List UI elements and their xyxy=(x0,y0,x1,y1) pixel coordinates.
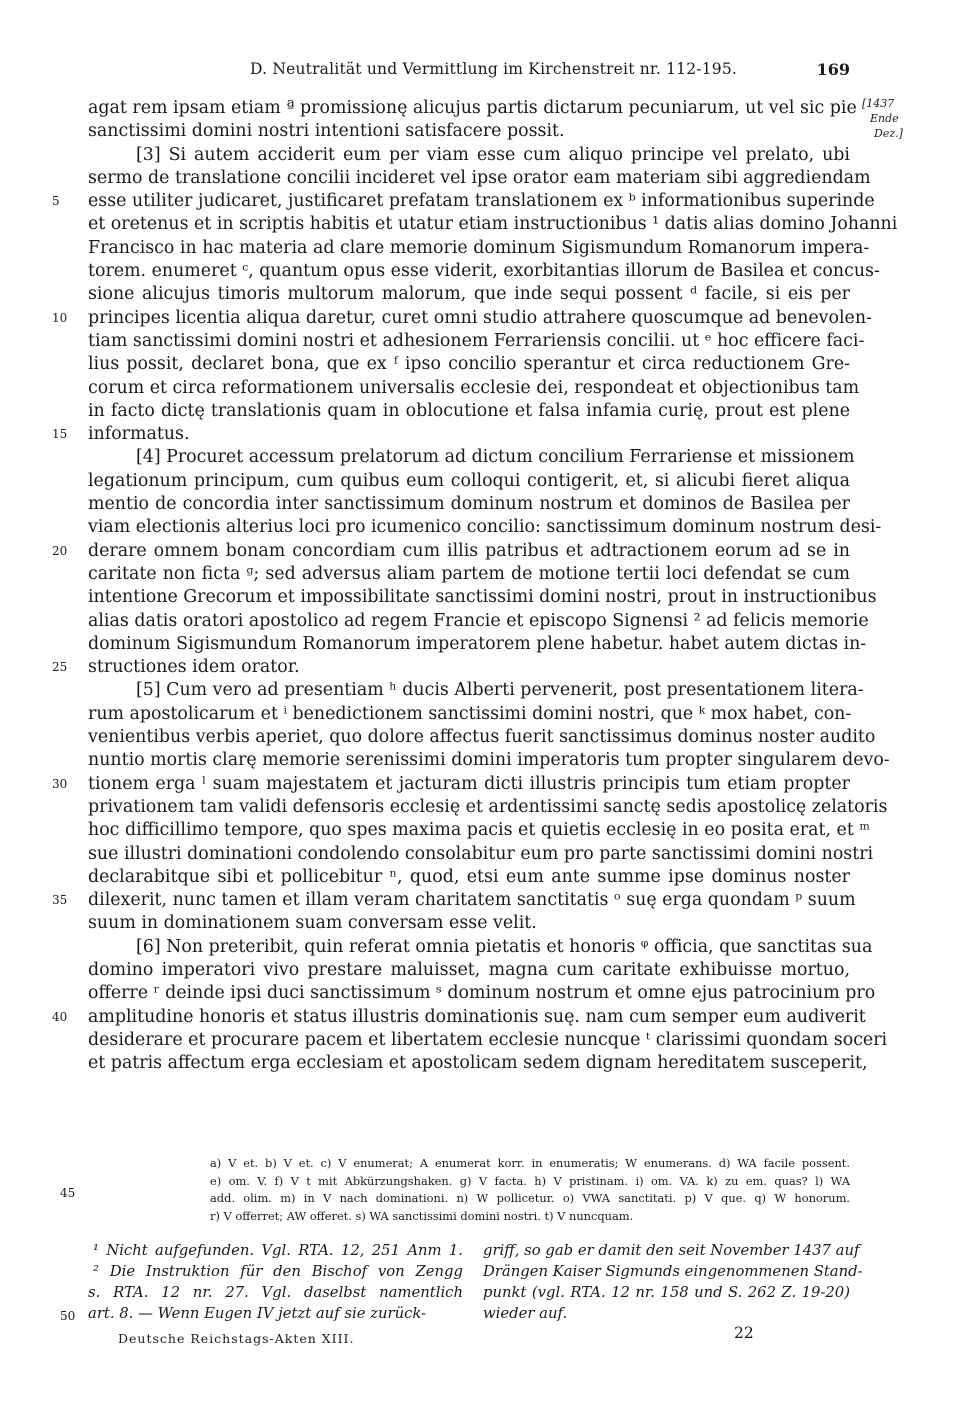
footnote-line: ² Die Instruktion für den Bischof von Zengg xyxy=(93,1263,463,1280)
running-head xyxy=(250,60,850,84)
text-line xyxy=(88,283,850,306)
text-line xyxy=(88,330,865,353)
text-line xyxy=(52,889,856,912)
line-text: informatus. xyxy=(88,424,190,445)
line-number: 10 xyxy=(52,310,68,325)
line-text: offerre ʳ deinde ipsi duci sanctissimum ˢ dominum nostrum et omne ejus patrocinium pro xyxy=(88,983,876,1004)
text-line xyxy=(88,959,850,982)
line-number: 35 xyxy=(52,893,68,908)
line-number: 5 xyxy=(52,194,60,209)
text-line xyxy=(88,726,876,749)
line-text: rum apostolicarum et ⁱ benedictionem sanctissimi domini nostri, que ᵏ mox habet, con- xyxy=(88,703,852,724)
line-text: suum in dominationem suam conversam esse velit. xyxy=(88,913,537,934)
line-text: et oretenus et in scriptis habitis et utatur etiam instructionibus ¹ datis alias domino Johanni xyxy=(88,214,898,235)
text-line xyxy=(88,679,864,702)
text-line xyxy=(88,749,890,772)
text-line xyxy=(88,213,898,236)
text-line xyxy=(88,703,850,726)
text-line xyxy=(88,843,874,866)
text-line xyxy=(52,190,875,213)
line-text: amplitudine honoris et status illustris dominationis suę. nam cum semper eum audiverit xyxy=(88,1006,866,1027)
line-number: 30 xyxy=(52,776,68,791)
line-text: sue illustri dominationi condolendo consolabitur eum pro parte sanctissimi domini nostri xyxy=(88,843,874,864)
text-line xyxy=(88,493,850,516)
line-text: in facto dictę translationis quam in oblocutione et falsa infamia curię, prout est plene xyxy=(88,400,850,421)
line-text: caritate non ficta ᵍ; sed adversus aliam partem de motione tertii loci defendat se cum xyxy=(88,563,850,584)
line-text: [3] Si autem acciderit eum per viam esse cum aliquo principe vel prelato, ubi xyxy=(136,144,850,165)
text-line xyxy=(88,1029,888,1052)
line-text: hoc difficillimo tempore, quo spes maxima pacis et quietis ecclesię in eo posita erat, et ᵐ xyxy=(88,820,871,841)
line-text: tionem erga ˡ suam majestatem et jacturam dicti illustris principis tum etiam propter xyxy=(88,773,850,794)
line-text: privationem tam validi defensoris ecclesię et ardentissimi sanctę sedis apostolicę zelatoris xyxy=(88,796,888,817)
text-line xyxy=(88,516,882,539)
line-text: esse utiliter judicaret, justificaret prefatam translationem ex ᵇ informationibus superinde xyxy=(88,191,875,212)
text-line xyxy=(88,633,867,656)
footnote-line: Drängen Kaiser Sigmunds eingenommenen Stand- xyxy=(483,1263,863,1280)
line-text: legationum principum, cum quibus eum colloqui contigerit, et, si alicubi fieret aliqua xyxy=(88,470,850,491)
margin-note-line: Ende xyxy=(870,112,899,125)
line-number: 25 xyxy=(52,660,68,675)
line-text: agat rem ipsam etiam ª promissionę alicujus partis dictarum pecuniarum, ut vel sic pie xyxy=(88,98,857,118)
line-text: dominum Sigismundum Romanorum imperatorem plene habetur. habet autem dictas in- xyxy=(88,633,867,654)
text-line xyxy=(52,423,850,446)
footnote-line: art. 8. — Wenn Eugen IV jetzt auf sie zurück- xyxy=(88,1305,427,1322)
text-line xyxy=(88,796,888,819)
line-text: alias datis oratori apostolico ad regem Francie et episcopo Signensi ² ad felicis memorie xyxy=(88,610,869,631)
line-text: sermo de translatione concilii incideret vel ipse orator eam materiam sibi aggrediendam xyxy=(88,167,871,188)
footnote-line: ¹ Nicht aufgefunden. Vgl. RTA. 12, 251 Anm 1. xyxy=(93,1242,463,1259)
text-line xyxy=(88,610,869,633)
margin-date-note xyxy=(862,96,922,141)
sheet-number: 22 xyxy=(734,1324,754,1342)
text-line xyxy=(88,819,871,842)
footnotes-left-column xyxy=(88,1240,463,1324)
line-number: 15 xyxy=(52,427,68,442)
line-text: sanctissimi domini nostri intentioni satisfacere possit. xyxy=(88,121,565,142)
line-text: [6] Non preteribit, quin referat omnia pietatis et honoris ᵠ officia, que sanctitas sua xyxy=(136,936,873,957)
line-text: lius possit, declaret bona, que ex ᶠ ipso concilio sperantur et circa reductionem Gre- xyxy=(88,354,850,375)
text-line xyxy=(88,586,877,609)
margin-note-line: [1437 xyxy=(862,97,895,110)
line-text: [4] Procuret accessum prelatorum ad dictum concilium Ferrariense et missionem xyxy=(136,447,855,468)
text-line xyxy=(52,656,850,679)
text-line xyxy=(52,773,850,796)
line-text: domino imperatori vivo prestare maluisset, magna cum caritate exhibuisse mortuo, xyxy=(88,959,850,980)
text-line xyxy=(88,144,850,167)
footnote-line: wieder auf. xyxy=(483,1305,568,1322)
text-line xyxy=(88,563,850,586)
line-text: torem. enumeret ᶜ, quantum opus esse viderit, exorbitantias illorum de Basilea et concus- xyxy=(88,261,880,282)
line-text: sione alicujus timoris multorum malorum, que inde sequi possent ᵈ facile, si eis per xyxy=(88,284,850,305)
text-line xyxy=(88,237,870,260)
text-line xyxy=(88,400,850,423)
text-line xyxy=(88,1052,868,1075)
text-line xyxy=(88,97,857,120)
line-text: viam electionis alterius loci pro icumenico concilio: sanctissimum dominum nostrum desi- xyxy=(88,517,882,538)
text-line xyxy=(88,470,850,493)
text-line xyxy=(88,167,871,190)
line-text: [5] Cum vero ad presentiam ʰ ducis Alberti pervenerit, post presentationem litera- xyxy=(136,680,864,701)
line-text: intentione Grecorum et impossibilitate sanctissimi domini nostri, prout in instructionibus xyxy=(88,587,877,608)
margin-note-line: Dez.] xyxy=(874,127,903,140)
text-line xyxy=(88,377,860,400)
text-line xyxy=(88,912,850,935)
line-text: derare omnem bonam concordiam cum illis patribus et adtractionem eorum ad se in xyxy=(88,540,850,561)
line-text: declarabitque sibi et pollicebitur ⁿ, quod, etsi eum ante summe ipse dominus noster xyxy=(88,866,850,887)
line-number: 40 xyxy=(52,1009,68,1024)
text-line xyxy=(88,260,880,283)
line-text: corum et circa reformationem universalis ecclesie dei, respondeat et objectionibus tam xyxy=(88,377,860,398)
text-line xyxy=(88,353,850,376)
text-line xyxy=(88,446,855,469)
apparatus-line: add. olim. m) in V nach dominationi. n) W pollicetur. o) VWA sanctitati. p) V que. q) W honorum. xyxy=(210,1191,850,1205)
line-number: 50 xyxy=(60,1309,76,1323)
text-line xyxy=(52,540,850,563)
footnotes-right-column xyxy=(483,1240,863,1324)
line-text: dilexerit, nunc tamen et illam veram charitatem sanctitatis ᵒ suę erga quondam ᵖ suum xyxy=(88,890,856,911)
apparatus-line: e) om. V. f) V t mit Abkürzungshaken. g) V facta. h) V pristinam. i) om. VA. k) zu em. quas? l) WA xyxy=(210,1173,850,1188)
line-text: principes licentia aliqua daretur, curet omni studio attrahere quoscumque ad benevolen- xyxy=(88,307,872,328)
line-text: tiam sanctissimi domini nostri et adhesionem Ferrariensis concilii. ut ᵉ hoc efficere faci- xyxy=(88,330,865,351)
line-number: 45 xyxy=(60,1186,76,1200)
apparatus-line: a) V et. b) V et. c) V enumerat; A enumerat korr. in enumeratis; W enumerans. d) WA facile possent. xyxy=(210,1156,850,1170)
text-line xyxy=(52,1006,866,1029)
page-number: 169 xyxy=(816,60,850,79)
line-text: desiderare et procurare pacem et libertatem ecclesie nuncque ᵗ clarissimi quondam soceri xyxy=(88,1029,888,1050)
footnote-line: s. RTA. 12 nr. 27. Vgl. daselbst namentlich xyxy=(88,1284,463,1301)
footnote-line: griff, so gab er damit den seit November 1437 auf xyxy=(483,1242,860,1259)
printer-signature: Deutsche Reichstags-Akten XIII. xyxy=(118,1331,355,1346)
line-text: mentio de concordia inter sanctissimum dominum nostrum et dominos de Basilea per xyxy=(88,494,850,515)
line-number: 20 xyxy=(52,543,68,558)
line-text: et patris affectum erga ecclesiam et apostolicam sedem dignam hereditatem susceperit, xyxy=(88,1053,868,1074)
footnote-line: punkt (vgl. RTA. 12 nr. 158 und S. 262 Z. 19-20) xyxy=(483,1284,850,1301)
running-head-title: D. Neutralität und Vermittlung im Kirchenstreit nr. 112-195. xyxy=(250,60,738,78)
line-text: nuntio mortis clarę memorie serenissimi domini imperatoris tum propter singularem devo- xyxy=(88,750,890,771)
text-line xyxy=(88,866,850,889)
apparatus-line: r) V offerret; AW offeret. s) WA sanctissimi domini nostri. t) V nuncquam. xyxy=(210,1208,634,1223)
text-line xyxy=(88,982,876,1005)
line-text: venientibus verbis aperiet, quo dolore affectus fuerit sanctissimus dominus noster audito xyxy=(88,727,876,748)
text-line xyxy=(88,120,850,143)
text-line xyxy=(88,936,873,959)
critical-apparatus xyxy=(210,1155,850,1225)
text-line xyxy=(52,307,872,330)
line-text: structiones idem orator. xyxy=(88,657,300,678)
line-text: Francisco in hac materia ad clare memorie dominum Sigismundum Romanorum impera- xyxy=(88,237,870,258)
